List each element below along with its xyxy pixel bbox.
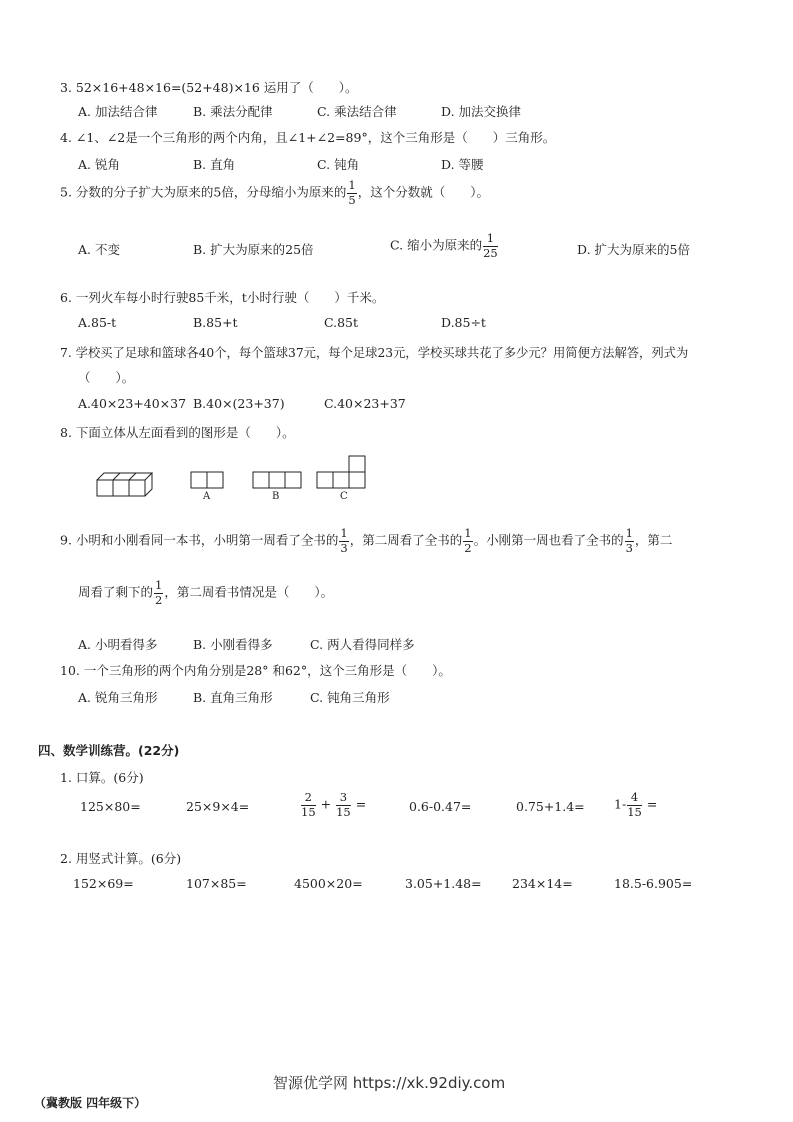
oral-3-a-den: 15 [301,804,316,819]
oral-item-2: 25×9×4= [186,799,250,814]
q9-f4-num: 1 [155,578,163,592]
q9-line1 [60,528,672,554]
q7-stem-line2: （ ）。 [78,370,135,385]
q7-option-a: A.40×23+40×37 [78,396,187,411]
q8-shape-b [252,471,302,489]
q9-option-b: B. 小刚看得多 [193,637,273,652]
q3-option-c: C. 乘法结合律 [317,104,397,119]
q5-option-c [390,233,499,259]
oral-item-3-eq: = [355,796,367,812]
q6-stem: 6. 一列火车每小时行驶85千米，t小时行驶（ ）千米。 [60,290,385,305]
q8-solid-figure [96,468,158,500]
q5-stem [60,180,489,206]
q5-fraction [347,180,356,206]
oral-3-a-num: 2 [301,792,316,806]
oral-item-6 [614,792,657,818]
q9-f2-num: 1 [464,526,472,540]
oral-item-6-eq: = [646,796,658,812]
vertical-item-4: 3.05+1.48= [405,876,482,891]
section4-title: 四、数学训练营。(22分) [38,743,180,758]
q5-option-a: A. 不变 [78,242,120,257]
oral-item-4: 0.6-0.47= [409,799,472,814]
q4-stem: 4. ∠1、∠2是一个三角形的两个内角，且∠1+∠2=89°，这个三角形是（ ）三角形。 [60,130,556,145]
q9-fraction-4 [154,580,163,606]
edition-label: （冀教版 四年级下） [34,1096,147,1110]
q5-stem-text: 5. 分数的分子扩大为原来的5倍，分母缩小为原来的 [60,184,347,200]
q4-option-d: D. 等腰 [441,157,484,172]
q6-option-b: B.85+t [193,315,238,330]
q9-line2-part-b: ，第二周看书情况是（ ）。 [164,584,334,600]
q9-line1-part-a: 9. 小明和小刚看同一本书，小明第一周看了全书的 [60,532,339,548]
q9-option-a: A. 小明看得多 [78,637,158,652]
q5-frac-num: 1 [348,178,356,192]
q7-option-c: C.40×23+37 [324,396,406,411]
vertical-item-5: 234×14= [512,876,573,891]
oral-3-b-den: 15 [336,804,351,819]
q9-f1-den: 3 [340,540,348,555]
q6-option-d: D.85÷t [441,315,486,330]
q9-f3-num: 1 [625,526,633,540]
q8-shape-a [190,471,224,489]
q9-f4-den: 2 [155,592,163,607]
q9-line2-part-a: 周看了剩下的 [78,584,154,600]
q5-option-b: B. 扩大为原来的25倍 [193,242,314,257]
vertical-item-2: 107×85= [186,876,247,891]
q10-option-a: A. 锐角三角形 [78,690,158,705]
oral-6-num: 4 [627,792,642,806]
q3-option-a: A. 加法结合律 [78,104,158,119]
part1-title: 1. 口算。(6分) [60,770,144,785]
q8-shape-c [316,455,366,489]
oral-item-3 [300,792,366,818]
q7-stem-line1: 7. 学校买了足球和篮球各40个，每个篮球37元，每个足球23元，学校买球共花了多少元？用简便方法解答，列式为 [60,346,689,360]
q9-line1-part-c: 。小刚第一周也看了全书的 [473,532,624,548]
q6-option-a: A.85-t [78,315,117,330]
q10-stem: 10. 一个三角形的两个内角分别是28° 和62°，这个三角形是（ ）。 [60,663,451,678]
q9-f3-den: 3 [625,540,633,555]
oral-3-b-num: 3 [336,792,351,806]
q5-option-c-fraction [483,233,498,259]
q3-stem: 3. 52×16+48×16=(52+48)×16 运用了（ ）。 [60,80,358,95]
q9-fraction-1 [339,528,348,554]
q4-option-a: A. 锐角 [78,157,120,172]
oral-item-3-frac-a [301,792,316,818]
oral-item-1: 125×80= [80,799,141,814]
q4-option-b: B. 直角 [193,157,236,172]
vertical-item-6: 18.5-6.905= [614,876,693,891]
q3-option-b: B. 乘法分配律 [193,104,273,119]
q8-label-c: C [340,491,348,502]
q4-option-c: C. 钝角 [317,157,360,172]
q8-stem: 8. 下面立体从左面看到的图形是（ ）。 [60,425,295,440]
q8-label-a: A [203,491,211,502]
oral-item-3-op: + [320,796,332,812]
q9-line2 [78,580,333,606]
q9-option-c: C. 两人看得同样多 [310,637,415,652]
q5-option-c-text: C. 缩小为原来的 [390,237,483,253]
q5-stem-tail: ，这个分数就（ ）。 [357,184,489,200]
vertical-item-1: 152×69= [73,876,134,891]
oral-item-6-pre: 1- [614,796,627,812]
q9-fraction-3 [625,528,634,554]
q9-f2-den: 2 [464,540,472,555]
oral-item-6-frac [627,792,642,818]
q3-option-d: D. 加法交换律 [441,104,522,119]
vertical-item-3: 4500×20= [294,876,363,891]
q10-option-b: B. 直角三角形 [193,690,273,705]
q9-f1-num: 1 [340,526,348,540]
q5-frac-den: 5 [348,192,356,207]
q8-label-b: B [272,491,280,502]
q5-option-d: D. 扩大为原来的5倍 [577,242,690,257]
q9-fraction-2 [463,528,472,554]
q9-line1-part-d: ，第二 [634,532,673,548]
watermark-link[interactable]: 智源优学网 https://xk.92diy.com [273,1074,506,1092]
q9-line1-part-b: ，第二周看了全书的 [349,532,463,548]
oral-item-3-frac-b [336,792,351,818]
q5-optc-den: 25 [483,245,498,260]
q5-optc-num: 1 [483,233,498,247]
q10-option-c: C. 钝角三角形 [310,690,390,705]
q6-option-c: C.85t [324,315,359,330]
oral-6-den: 15 [627,804,642,819]
part2-title: 2. 用竖式计算。(6分) [60,851,182,866]
oral-item-5: 0.75+1.4= [516,799,585,814]
q7-option-b: B.40×(23+37) [193,396,285,411]
